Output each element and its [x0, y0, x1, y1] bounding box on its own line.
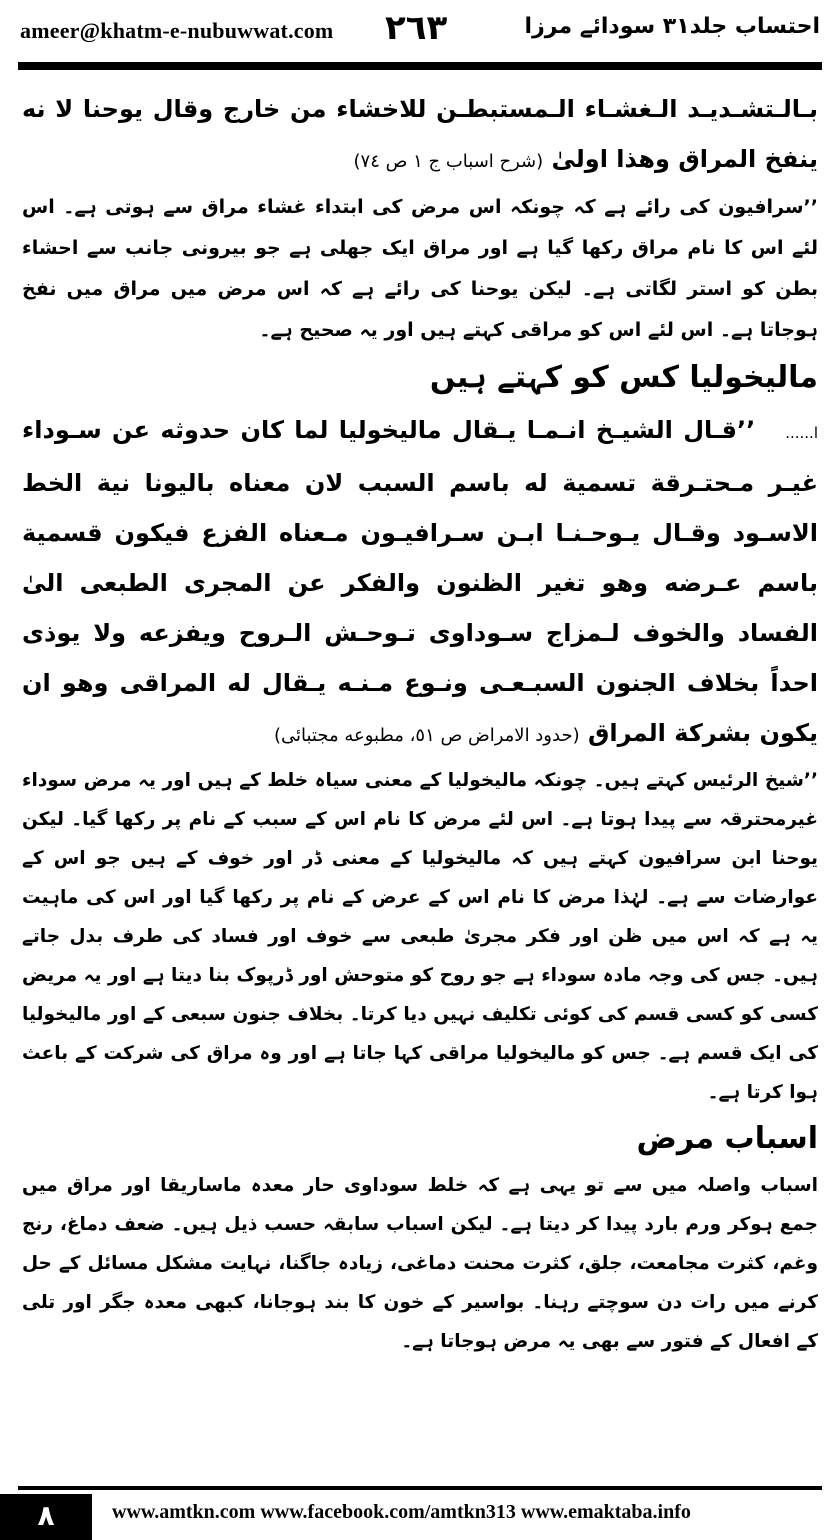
- paragraph-3-urdu: اسباب واصلہ میں سے تو یہی ہے کہ خلط سوداوی حار معدہ ماساریقا اور مراق میں جمع ہوکر ورم بارد پیدا کر دیتا ہے۔ لیکن اسباب سابقہ حسب ذیل ہیں۔ ضعف دماغ، رنج وغم، کثرت مجامعت، جلق، کثرت محنت دماغی، زیادہ جاگنا، نہایت مشکل مسائل کے حل کرنے میں رات دن سوچتے رہنا۔ بواسیر کے خون کا بند ہوجانا، کبھی معدہ جگر اور تلی کے افعال کے فتور سے بھی یہ مرض ہوجاتا ہے۔: [22, 1175, 818, 1352]
- footer-folio: ۸: [0, 1494, 92, 1540]
- reference-1: (شرح اسباب ج ١ ص ٧٤): [353, 151, 544, 172]
- section-heading-melancholia: مالیخولیا کس کو کہتے ہیں: [429, 360, 818, 395]
- page-number: ٢٦٣: [385, 8, 448, 48]
- arabic-quote-1: بـالـتشـديـد الـغشـاء الـمستبطـن للاخشاء من خارج وقال يوحنا لا نه ينفخ المراق وهذا اولىٰ: [22, 95, 818, 173]
- book-title: احتساب جلد۳۱ سودائے مرزا: [524, 14, 820, 39]
- paragraph-2-urdu: ’’شیخ الرئیس کہتے ہیں۔ چونکہ مالیخولیا کے معنی سیاہ خلط کے ہیں اور یہ مرض سوداء غیرمحترقہ سے پیدا ہوتا ہے۔ اس لئے مرض کا نام اس کے سبب کے نام پر رکھا گیا۔ لیکن یوحنا ابن سرافیون کہتے ہیں کہ مالیخولیا کے معنی ڈر اور خوف کے ہیں جو اس کے عوارضات سے ہے۔ لہٰذا مرض کا نام اس کے عرض کے نام پر رکھا گیا اور اس کی ماہیت یہ ہے کہ اس میں ظن اور فکر مجریٰ طبعی سے خوف اور فساد کی طرف بدل جاتے ہیں۔ جس کی وجہ مادہ سوداء ہے جو روح کو متوحش اور ڈرپوک بنا دیتا ہے اور یہ مریض کسی کو کسی قسم کی کوئی تکلیف نہیں دیا کرتا۔ بخلاف جنون سبعی کے اور مالیخولیا کی ایک قسم ہے۔ جس کو مالیخولیا مراقی کہا جاتا ہے اور وہ مراق کی شرکت کے باعث ہوا کرتا ہے۔: [22, 770, 818, 1103]
- page-body: [22, 84, 818, 1361]
- footer-links: www.amtkn.com www.facebook.com/amtkn313 www.emaktaba.info: [112, 1501, 691, 1523]
- paragraph-1-urdu: ’’سرافیون کی رائے ہے کہ چونکہ اس مرض کی ابتداء غشاء مراق سے ہوتی ہے۔ اس لئے اس کا نام مراق رکھا گیا ہے اور مراق ایک جھلی ہے جو بیرونی جانب سے احشاء بطن کو استر لگاتی ہے۔ لیکن یوحنا کی رائے ہے کہ اس مرض میں مراق میں نفخ ہوجاتا ہے۔ اس لئے اس کو مراقی کہتے ہیں اور یہ صحیح ہے۔: [22, 196, 818, 341]
- section-heading-causes: اسباب مرض: [636, 1121, 818, 1156]
- paragraph-1-arabic: [22, 84, 818, 187]
- footer-rule: [18, 1486, 822, 1490]
- footnote-marker: ا......: [785, 424, 818, 442]
- arabic-quote-2: ’’قـال الشيـخ انـمـا يـقال ماليخوليا لما كان حدوثه عن سـوداء غيـر مـحتـرقة تسمية له باسم السبب لان معناه باليونا نية الخط الاسـود وقـال يـوحـنـا ابـن سـرافيـون مـعناه الفزع فيكون قسمية باسم عـرضه وهو تغير الظنون والفكر عن المجرى الطبعى الىٰ الفساد والخوف لـمزاج سـوداوى تـوحـش الـروح ويفزعه ولا يوذى احداً بخلاف الجنون السبـعـى ونـوع مـنـه يـقال له المراقى وهو ان يكون بشركة المراق: [22, 416, 818, 747]
- reference-2: (حدود الامراض ص ٥١، مطبوعه مجتبائى): [273, 725, 580, 746]
- header-email: ameer@khatm-e-nubuwwat.com: [20, 18, 334, 43]
- header-rule: [18, 62, 822, 70]
- paragraph-2-arabic: [22, 405, 818, 761]
